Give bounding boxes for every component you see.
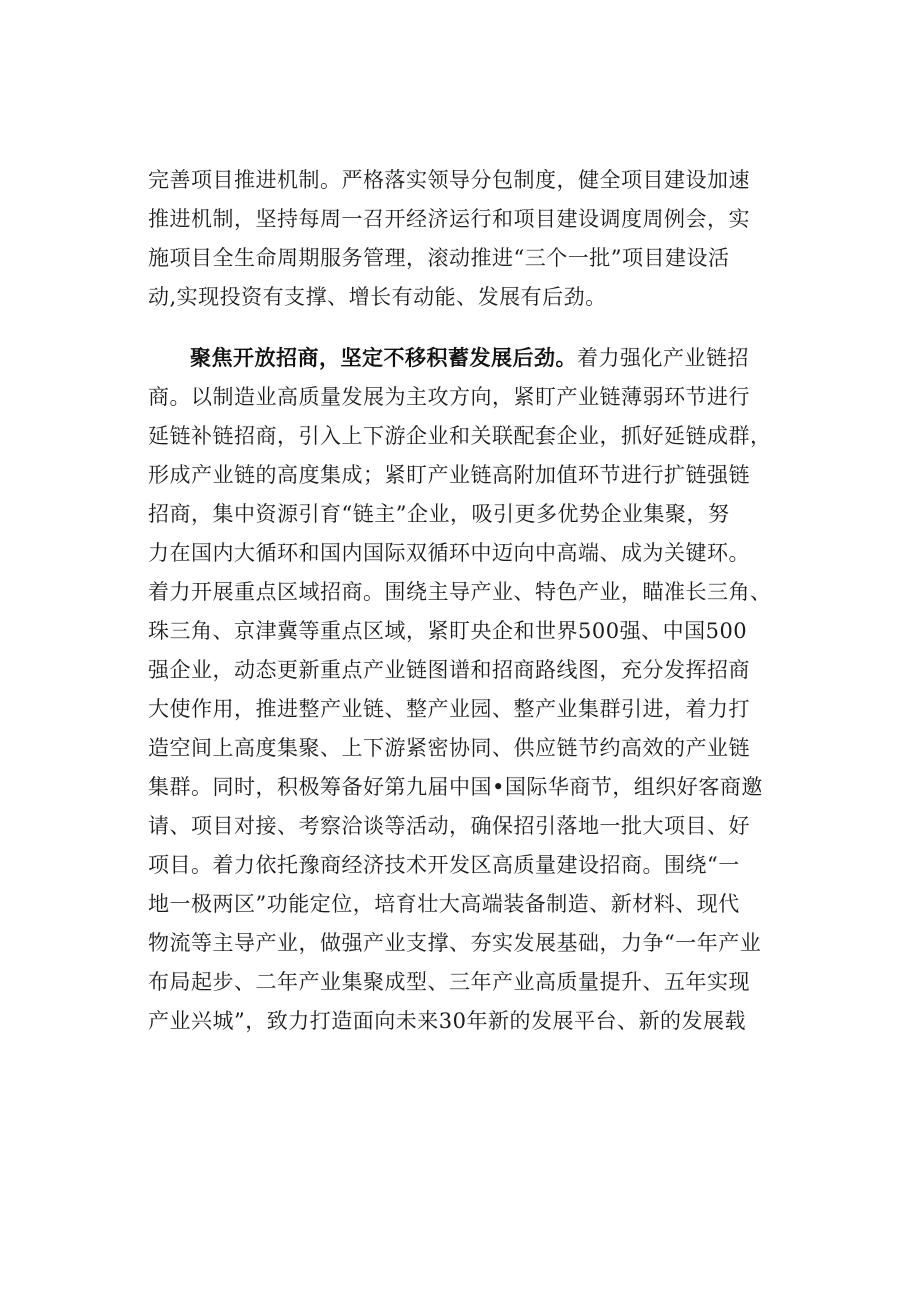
line-text: 物流等主导产业，做强产业支撑、夯实发展基础，力争“一年产业 [148, 931, 762, 955]
text-line [148, 416, 772, 456]
line-text: 强企业，动态更新重点产业链图谱和招商路线图，充分发挥招商 [148, 658, 750, 682]
text-line [148, 923, 761, 963]
text-line [148, 962, 750, 1002]
line-text: 施项目全生命周期服务管理，滚动推进“三个一批”项目建设活 [148, 246, 730, 270]
line-text: 布局起步、二年产业集聚成型、三年产业高质量提升、五年实现 [148, 970, 750, 994]
line-text: 珠三角、京津冀等重点区域，紧盯央企和世界500强、中国500 [148, 619, 748, 643]
text-line [148, 494, 729, 534]
line-text: 动,实现投资有支撑、增长有动能、发展有后劲。 [148, 285, 607, 309]
text-line [148, 160, 750, 200]
line-text: 请、项目对接、考察洽谈等活动，确保招引落地一批大项目、好 [148, 814, 750, 838]
line-text: 力在国内大循环和国内国际双循环中迈向中高端、成为关键环。 [148, 541, 750, 565]
line-text: 造空间上高度集聚、上下游紧密协同、供应链节约高效的产业链 [148, 736, 750, 760]
text-line [148, 728, 750, 768]
line-text: 延链补链招商，引入上下游企业和关联配套企业，抓好延链成群， [148, 424, 772, 448]
line-text: 完善项目推进机制。严格落实领导分包制度，健全项目建设加速 [148, 168, 750, 192]
text-line [148, 199, 750, 239]
text-line [148, 845, 740, 885]
text-line [148, 611, 747, 651]
text-line [148, 238, 729, 278]
section-heading: 聚焦开放招商，坚定不移积蓄发展后劲。 [190, 345, 577, 370]
text-line [148, 572, 772, 612]
line-text: 着力开展重点区域招商。围绕主导产业、特色产业，瞄准长三角、 [148, 580, 772, 604]
line-text: 着力强化产业链招 [577, 346, 749, 370]
text-line [148, 767, 763, 807]
text-line [148, 533, 750, 573]
text-line [148, 455, 750, 495]
text-line [148, 1001, 746, 1041]
text-line [148, 884, 740, 924]
line-text: 形成产业链的高度集成；紧盯产业链高附加值环节进行扩链强链 [148, 463, 750, 487]
line-text: 招商，集中资源引育“链主”企业，吸引更多优势企业集聚，努 [148, 502, 730, 526]
line-text: 大使作用，推进整产业链、整产业园、整产业集群引进，着力打 [148, 697, 750, 721]
line-text: 集群。同时，积极筹备好第九届中国•国际华商节，组织好客商邀 [148, 775, 763, 799]
text-line [148, 650, 750, 690]
text-line [148, 806, 750, 846]
text-line [190, 338, 749, 378]
line-text: 推进机制，坚持每周一召开经济运行和项目建设调度周例会，实 [148, 207, 750, 231]
line-text: 商。以制造业高质量发展为主攻方向，紧盯产业链薄弱环节进行 [148, 385, 750, 409]
text-line [148, 277, 607, 317]
line-text: 地一极两区”功能定位，培育壮大高端装备制造、新材料、现代 [148, 892, 740, 916]
line-text: 项目。着力依托豫商经济技术开发区高质量建设招商。围绕“一 [148, 853, 740, 877]
text-line [148, 377, 750, 417]
text-line [148, 689, 750, 729]
line-text: 产业兴城”，致力打造面向未来30年新的发展平台、新的发展载 [148, 1009, 746, 1033]
